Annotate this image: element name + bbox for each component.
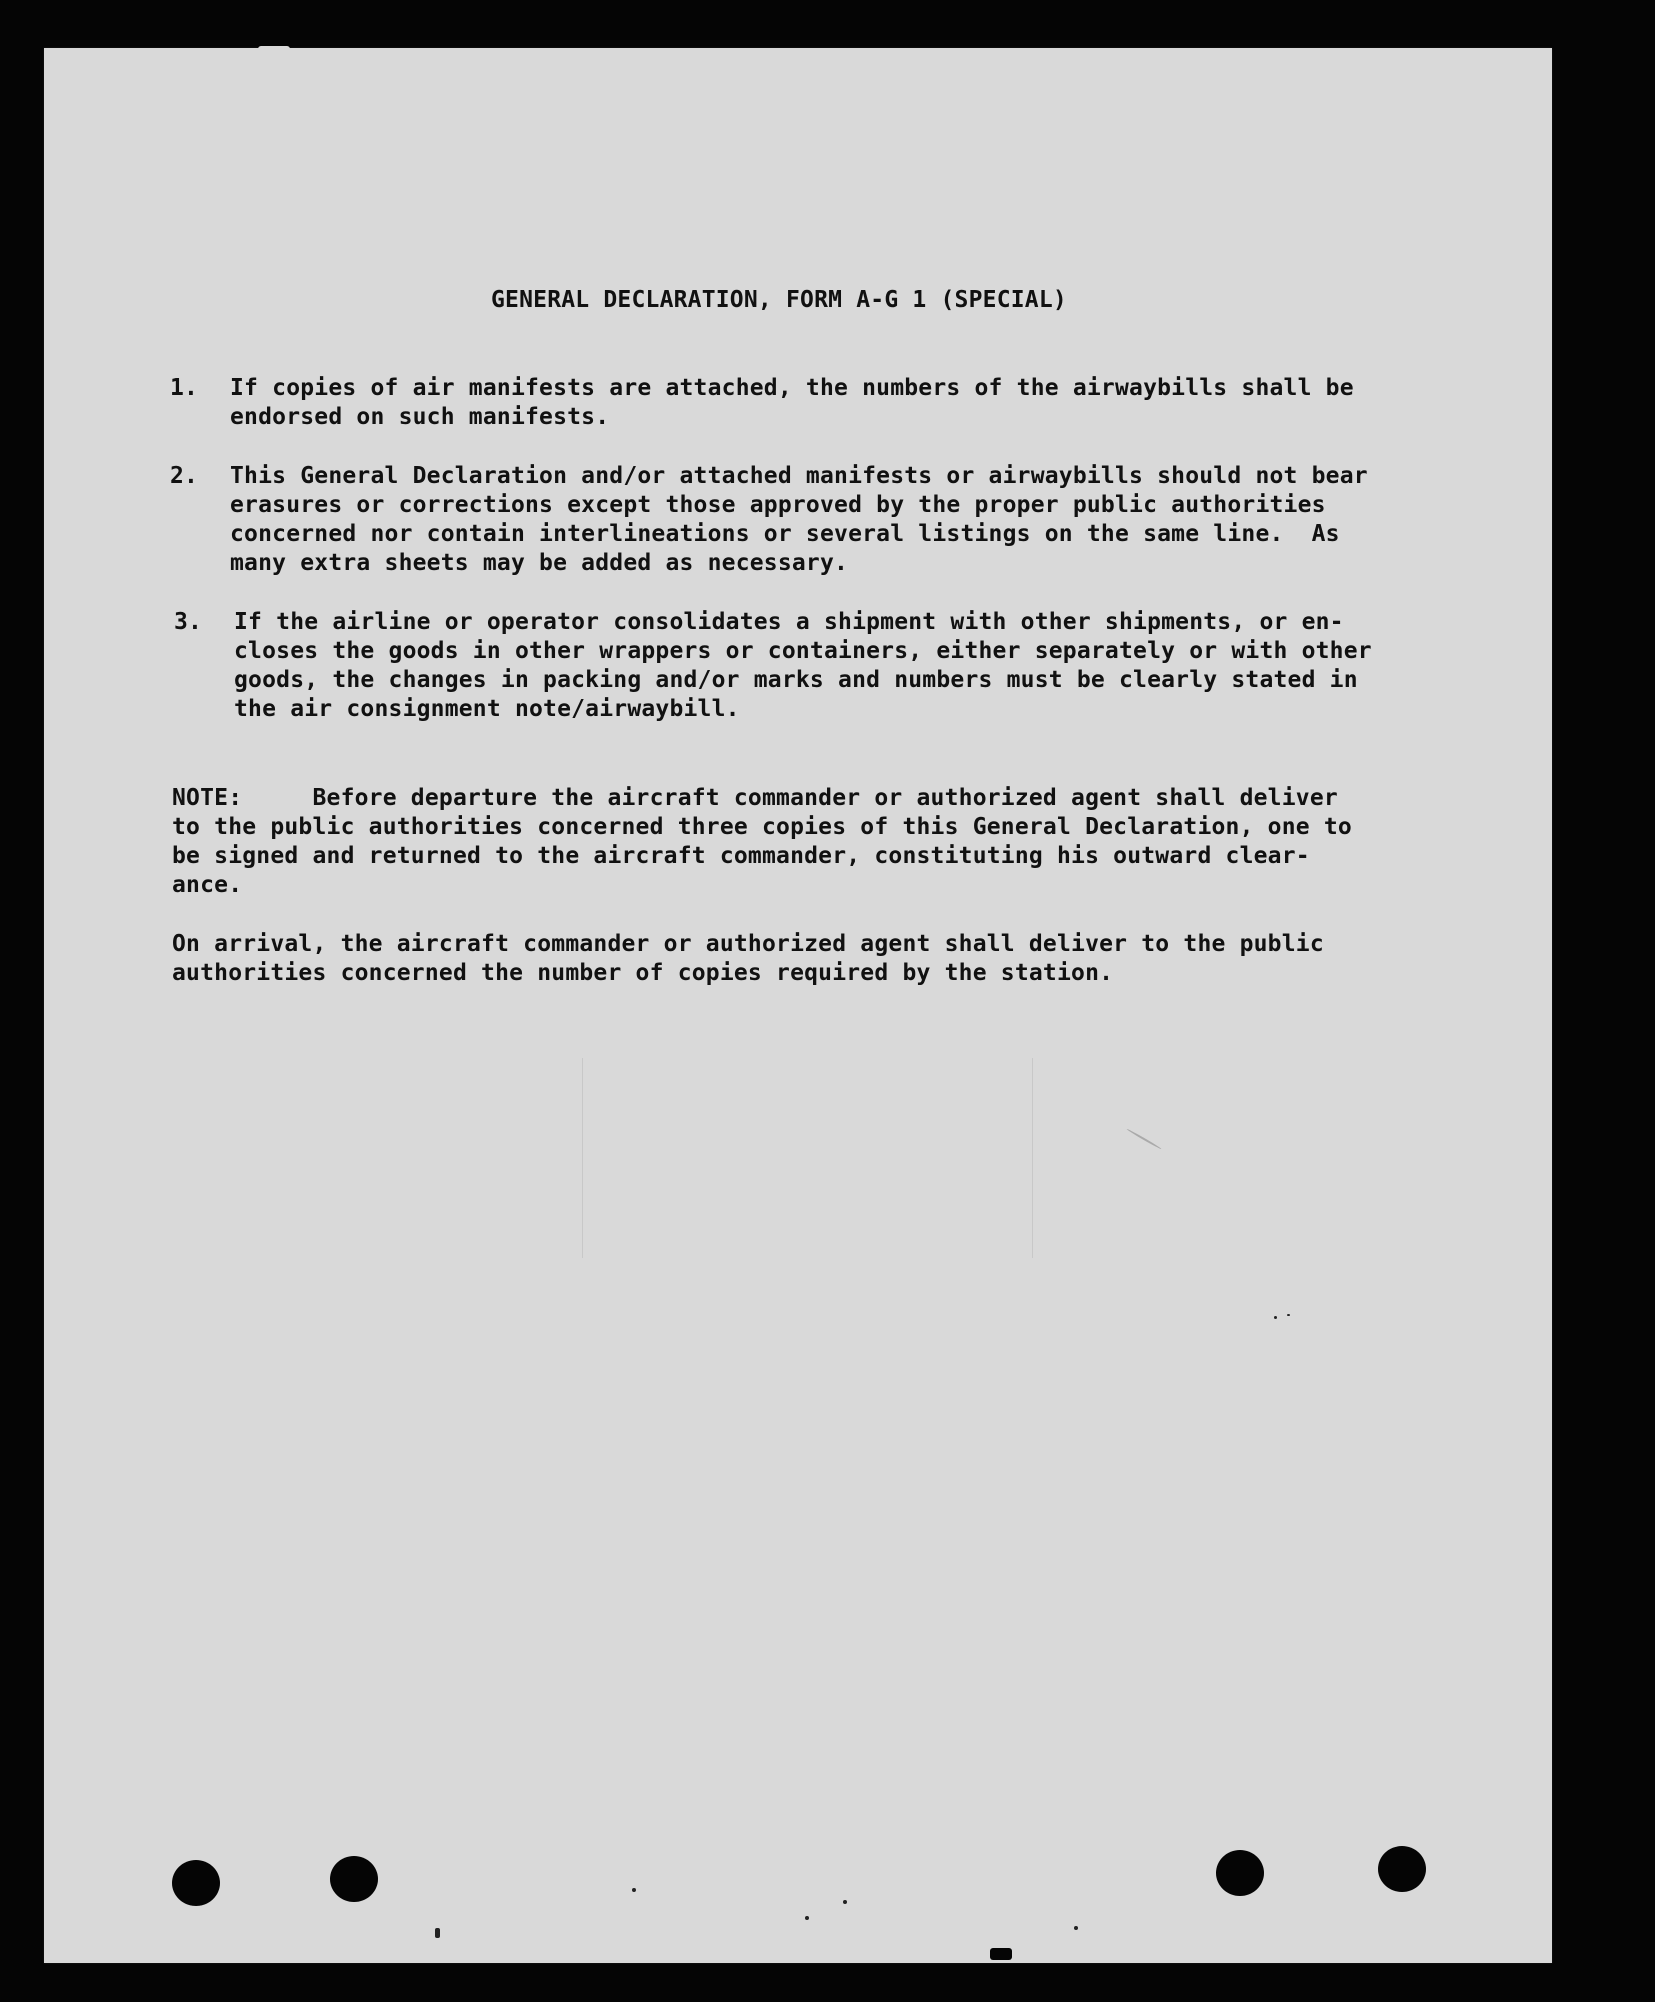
paper-speck xyxy=(435,1928,440,1938)
punch-hole xyxy=(1216,1850,1264,1896)
paper-crease xyxy=(582,1058,583,1258)
item-number: 1. xyxy=(170,375,199,401)
document-title: GENERAL DECLARATION, FORM A-G 1 (SPECIAL) xyxy=(491,287,1067,313)
paper-speck xyxy=(843,1900,847,1904)
punch-hole xyxy=(172,1860,220,1906)
item-text: If the airline or operator consolidates a shipment with other shipments, or en- closes the goods in other wrappers or containers, either separately or with other goods, the changes in packing and/or marks and numbers must be clearly stated in the air consignment note/airwaybill. xyxy=(234,609,1372,722)
item-text: If copies of air manifests are attached, the numbers of the airwaybills shall be endorsed on such manifests. xyxy=(230,375,1354,430)
punch-hole xyxy=(330,1856,378,1902)
paper-speck xyxy=(1126,1128,1162,1150)
paper-speck xyxy=(1287,1314,1290,1316)
item-text: This General Declaration and/or attached manifests or airwaybills should not bear erasures or corrections except those approved by the proper public authorities concerned nor contain interlineations or several listings on the same line. As many extra sheets may be added as necessary. xyxy=(230,463,1368,576)
document-page xyxy=(44,48,1552,1963)
paper-speck xyxy=(805,1916,809,1920)
item-number: 2. xyxy=(170,463,199,489)
paper-speck xyxy=(1274,1316,1277,1319)
note-paragraph: NOTE: Before departure the aircraft commander or authorized agent shall deliver to the public authorities concerned three copies of this General Declaration, one to be signed and returned to the aircraft commander, constituting his outward clear- ance. xyxy=(172,785,1352,898)
paper-speck xyxy=(1074,1926,1078,1930)
edge-mark xyxy=(258,46,290,53)
paper-speck xyxy=(632,1888,636,1892)
punch-hole xyxy=(1378,1846,1426,1892)
edge-mark xyxy=(990,1948,1012,1960)
arrival-paragraph: On arrival, the aircraft commander or authorized agent shall deliver to the public authorities concerned the number of copies required by the station. xyxy=(172,931,1324,986)
paper-crease xyxy=(1032,1058,1033,1258)
item-number: 3. xyxy=(174,609,203,635)
